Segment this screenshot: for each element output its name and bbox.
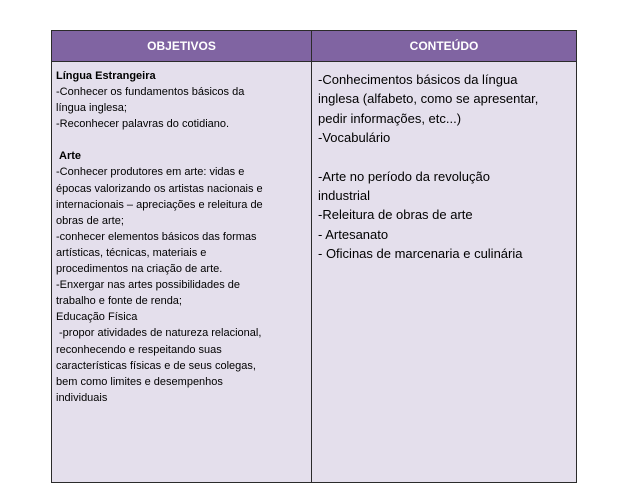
conteudo-line: -Arte no período da revolução — [318, 168, 490, 184]
lingua-estrangeira-title: Língua Estrangeira — [56, 70, 156, 82]
objetivo-line: características físicas e de seus colegas, — [56, 359, 256, 372]
conteudo-line: industrial — [318, 188, 371, 204]
conteudo-line: - Artesanato — [318, 226, 389, 242]
conteudo-line: pedir informações, etc...) — [318, 110, 462, 126]
objetivo-line: procedimentos na criação de arte. — [56, 263, 223, 276]
objetivo-line: -conhecer elementos básicos das formas — [56, 230, 257, 243]
spacer — [56, 132, 307, 148]
objetivo-line: épocas valorizando os artistas nacionais e — [56, 182, 263, 195]
objetivo-line: -Conhecer os fundamentos básicos da — [56, 86, 245, 99]
spacer — [318, 148, 571, 167]
objetivo-line: obras de arte; — [56, 214, 124, 227]
objetivo-line: -propor atividades de natureza relacional, — [59, 327, 262, 340]
objetivo-line: trabalho e fonte de renda; — [56, 295, 182, 308]
objetivos-cell — [52, 62, 312, 483]
conteudo-cell — [312, 62, 577, 483]
educacao-fisica-title: Educação Física — [56, 311, 138, 324]
objetivo-line: -Conhecer produtores em arte: vidas e — [56, 166, 245, 179]
conteudo-line: - Oficinas de marcenaria e culinária — [318, 246, 523, 262]
conteudo-line: -Vocabulário — [318, 130, 391, 146]
conteudo-line: -Conhecimentos básicos da língua — [318, 72, 518, 87]
content-table — [51, 30, 577, 483]
arte-title: Arte — [59, 150, 82, 163]
objetivo-line: -Reconhecer palavras do cotidiano. — [56, 118, 230, 131]
objetivo-line: internacionais – apreciações e releitura de — [56, 198, 263, 211]
header-conteudo: CONTEÚDO — [312, 31, 577, 62]
objetivo-line: bem como limites e desempenhos — [56, 375, 223, 388]
body-row — [52, 62, 577, 483]
objetivo-line: -Enxergar nas artes possibilidades de — [56, 279, 241, 292]
objetivo-line: língua inglesa; — [56, 102, 127, 115]
objetivo-line: individuais — [56, 391, 108, 404]
header-row — [52, 31, 577, 62]
objetivo-line: reconhecendo e respeitando suas — [56, 343, 222, 356]
header-objetivos: OBJETIVOS — [52, 31, 312, 62]
conteudo-line: inglesa (alfabeto, como se apresentar, — [318, 91, 539, 107]
conteudo-line: -Releitura de obras de arte — [318, 207, 473, 223]
objetivo-line: artísticas, técnicas, materiais e — [56, 246, 207, 259]
